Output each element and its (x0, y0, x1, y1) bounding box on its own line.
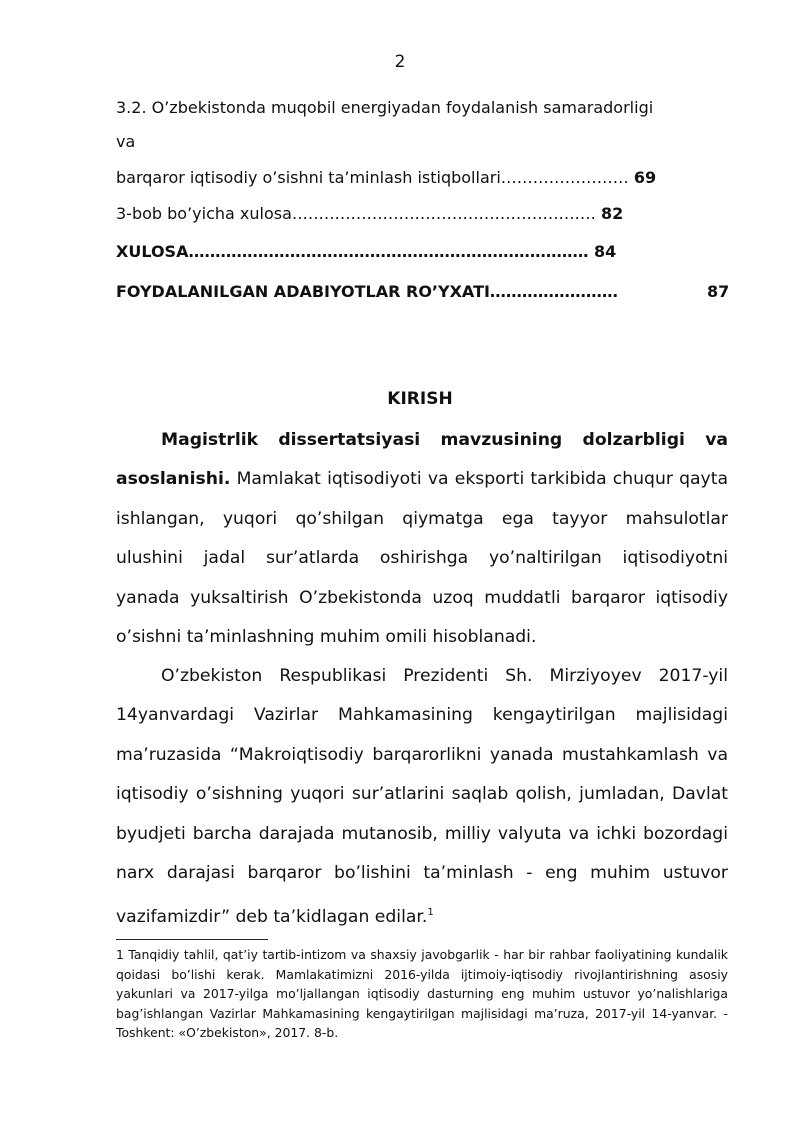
intro-paragraph-2 (116, 657, 728, 938)
toc-entry-xulosa (116, 242, 616, 261)
para2-line7-text: vazifamizdir” deb ta’kidlagan edilar. (116, 907, 428, 928)
para1-bold-lead-end: asoslanishi. (116, 469, 231, 490)
toc-entry-summary3-page: 82 (601, 204, 624, 223)
toc-entry-3-2-line3 (116, 168, 656, 187)
footnote-line1: 1 Tanqidiy tahlil, qat’iy tartib-intizom va shaxsiy javobgarlik - har bir rahbar faoliyatining kundalik (116, 947, 728, 962)
para1-line2 (116, 460, 728, 499)
footnote-line4: bag’ishlangan Vazirlar Mahkamasining kengaytirilgan majlisidagi ma’ruza, 2017-yil 14-yanvar. - (116, 1005, 728, 1021)
toc-entry-references: FOYDALANILGAN ADABIYOTLAR RO’YXATI…………………… (116, 282, 618, 301)
footnote-separator (116, 939, 268, 940)
section-heading: KIRISH (387, 389, 453, 409)
page-number: 2 (394, 52, 406, 72)
toc-entry-3-2-line1: 3.2. O’zbekistonda muqobil energiyadan foydalanish samaradorligi (116, 98, 654, 117)
footnote-line2: qoidasi bo’lishi kerak. Mamlakatimizni 2016-yilda ijtimoiy-iqtisodiy rivojlantirishning asosiy (116, 966, 728, 982)
toc-entry-summary3-title: 3-bob bo’yicha xulosa………………………………………………… (116, 204, 596, 223)
para2-line4: iqtisodiy o’sishning yuqori sur’atlarini saqlab qolish, jumladan, Davlat (116, 784, 728, 805)
para1-line6: o’sishni ta’minlashning muhim omili hisoblanadi. (116, 627, 537, 648)
toc-entry-xulosa-title: XULOSA………………………………………………………………… (116, 242, 589, 261)
para2-line2: 14yanvardagi Vazirlar Mahkamasining kengaytirilgan majlisidagi (116, 705, 728, 726)
para1-line2-text: Mamlakat iqtisodiyoti va eksporti tarkibida chuqur qayta (230, 469, 728, 490)
para1-line3: ishlangan, yuqori qo’shilgan qiymatga ega tayyor mahsulotlar (116, 508, 728, 529)
para2-line1: O’zbekiston Respublikasi Prezidenti Sh. Mirziyoyev 2017-yil (161, 666, 728, 686)
para1-line4: ulushini jadal sur’atlarda oshirishga yo’naltirilgan iqtisodiyotni (116, 548, 728, 569)
para2-line3: ma’ruzasida “Makroiqtisodiy barqarorlikni yanada mustahkamlash va (116, 744, 728, 765)
toc-entry-references-page: 87 (707, 282, 730, 301)
toc-entry-xulosa-page: 84 (594, 242, 617, 261)
para2-line5: byudjeti barcha darajada mutanosib, milliy valyuta va ichki bozordagi (116, 823, 728, 844)
para1-line1: Magistrlik dissertatsiyasi mavzusining dolzarbligi va (161, 430, 728, 450)
toc-entry-3-2-line2: va (116, 132, 136, 151)
footnote-reference: 1 (427, 907, 434, 919)
footnote-line5: Toshkent: «O’zbekiston», 2017. 8-b. (116, 1025, 339, 1041)
para2-line7 (116, 893, 728, 937)
intro-paragraph-1 (116, 421, 728, 657)
footnote-line3: yakunlari va 2017-yilga mo’ljallangan iqtisodiy dasturning eng muhim ustuvor yo’nalishlariga (116, 986, 728, 1002)
toc-entry-summary3 (116, 204, 623, 223)
para1-line5: yanada yuksaltirish O’zbekistonda uzoq muddatli barqaror iqtisodiy (116, 587, 728, 608)
toc-entry-3-2-title: barqaror iqtisodiy o’sishni ta’minlash istiqbollari…………………… (116, 168, 629, 187)
para2-line6: narx darajasi barqaror bo’lishini ta’minlash - eng muhim ustuvor (116, 863, 728, 884)
toc-entry-3-2-page: 69 (633, 168, 657, 187)
footnote (116, 945, 728, 1043)
